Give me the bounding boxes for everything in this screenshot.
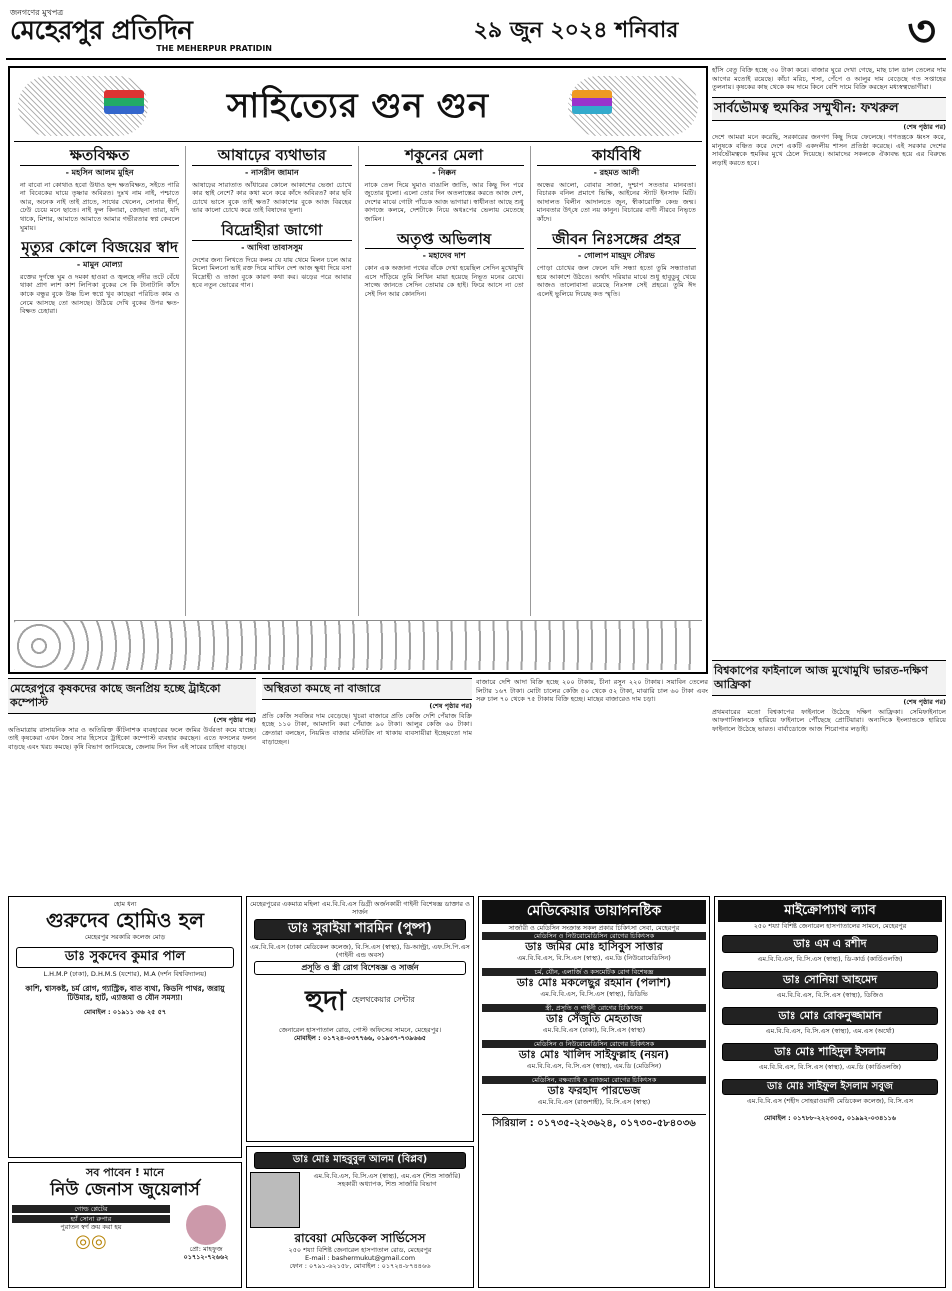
- section-heading: মেডিসিন ও নিউরোমেডিসিন রোগের চিকিৎসক: [482, 1040, 706, 1048]
- doctor-section: [482, 1040, 706, 1070]
- ad-homeo-hall: [8, 896, 242, 1158]
- ad-doctor-degree: এম.বি.বি.এস, বি.সি.এস (স্বাস্থ্য), এম.ডি (কার্ডিওলজি): [758, 1062, 902, 1071]
- ad-tag: হোম ধন্য: [113, 900, 137, 908]
- ad-medicare-diagnostic: [478, 896, 710, 1288]
- poem-body: নাকে তেল দিয়ে ঘুমাও বাঙালি জাতি, আর কিছু দিন পরে জুতোর ধুলো। এলো তোর দিন অতলাস্তের করতে আজ দেশ, দেশের মাঝে গোটা পাঁচেক আজ ভাগারা। স্বাধীনতা আছে শুধু কাগজে কলমে, দেশটাকে নিয়ে অধঃপের ভেলায় মেতেছে জামিন।: [364, 180, 524, 223]
- doctor-section: [482, 968, 706, 998]
- ad-specialty: প্রসূতি ও স্ত্রী রোগ বিশেষজ্ঞ ও সার্জন: [254, 961, 466, 975]
- poem-body: পোড়া চোখের জল ফেলে যদি সন্ধ্যা হতো তুমি সন্ধ্যাতারা হয়ে আকাশে উঠতে। অর্থাৎ দরিয়ার মাঝে শুধু হাবুডুবু খেয়ে আজও তালোবাসা রয়েছে নিঃসঙ্গ সেই প্রহরে। তুমি ঈদ এলেই ভুলিয়ে দিয়েছ কত স্মৃতি।: [536, 264, 696, 298]
- poem: [537, 146, 696, 224]
- newspaper-logo: [6, 8, 286, 54]
- floral-ornament: [14, 620, 702, 670]
- poem-author: - গোলাপ মাহমুদ সৌরভ: [577, 251, 655, 261]
- ad-doctor-degree: এম.বি.বি.এস, বি.সি.এস (স্বাস্থ্য), ডিজিও: [776, 991, 884, 999]
- poem-author: - নিক্কন: [432, 167, 457, 177]
- doctor-section: [482, 1004, 706, 1034]
- ad-address: জেনারেল হাসপাতাল রোড, পোস্ট অফিসের সামনে, মেহেরপুর।: [278, 1025, 442, 1034]
- ad-doctor-degree: এম.বি.বি.এস, বি.সি.এস (স্বাস্থ্য), এম.এস (অর্থো): [765, 1026, 895, 1035]
- poem-body: আষাঢ়ের সারাতাত আঁধারের কোলে আকাশের ভেজা চোখে কার স্থাই নেশে? কার কথা মনে করে কাঁদে অবিরত? কার ছবি চোখে ভাসে বুকে তাই ক্ষত? আকাশের বুকে আজ বিরহের ভার কালো চোখে করে তাই বিষাদের ভূলা।: [192, 180, 352, 215]
- ad-phone: মোবাইল : ০১৭২৪-০৩৭৭৬৬, ০১৯৩৭-৭৩৯৬৬৫: [293, 1033, 427, 1042]
- doctor-section: [482, 932, 706, 962]
- ad-doctor-name: ডাঃ সুকদেব কুমার পাল: [16, 947, 234, 967]
- ad-doctor-degree: এম.বি.বি.এস, বি.সি.এস (স্বাস্থ্য), এম.ডি (মেডিসিন): [526, 1061, 662, 1070]
- poem-body: দেশের জন্য লিখতে দিয়ে কলম যে যায় থেমে মিলন চলে আর মিলো মিলনো ভাই রক্ত দিয়ে মাখিন দেশ আজ ক্ষুধা দিয়ে বসা বিদ্রোহী ও তাজা বুকে কারণ কথা কর। ঝড়ের পরে আবার হবে নতুন ভোরের গান।: [192, 255, 352, 290]
- newspaper-name-en: THE MEHERPUR PRATIDIN: [156, 44, 272, 53]
- ad-phone: ফোন : ০৭৯১-৬২১৫৮, মোবাইল : ০১৭২৪-৮৭৪৪৬৬: [289, 1261, 431, 1270]
- story-body: প্রথমবারের মতো বিশ্বকাপের ফাইনালে উঠেছে দক্ষিণ আফ্রিকা। সেমিফাইনালে আফগানিস্তানকে হারিয়ে ফাইনালে পৌঁছেছে প্রোটিয়ারা। অন্যদিকে ইংল্যান্ডকে হারিয়ে ফাইনালে উঠেছে ভারত। বার্বাডোজে আজ শিরোপার লড়াই।: [712, 707, 946, 733]
- ad-doctor-role: সহকারী অধ্যাপক, শিশু সার্জারি বিভাগ: [337, 1179, 437, 1188]
- ad-doctor-name: ডাঃ মোঃ সাইফুল ইসলাম সবুজ: [722, 1079, 938, 1096]
- poem-author: - আদিবা তাবাসসুম: [241, 242, 303, 252]
- ad-doctor-name: ডাঃ ফরহাদ পারভেজ: [547, 1083, 641, 1097]
- news-story: [262, 678, 472, 892]
- ad-doctor-name: ডাঃ মোঃ রোকনুজ্জামান: [722, 1007, 938, 1025]
- poem-title: অতৃপ্ত অভিলাষ: [365, 230, 524, 250]
- ad-doctor-name: ডাঃ মোঃ খালিদ সাইফুল্লাহ (নয়ন): [518, 1047, 670, 1061]
- jewelry-icon: ◎◎: [75, 1231, 107, 1253]
- issue-date: ২৯ জুন ২০২৪ শনিবার: [473, 18, 679, 44]
- poem: [192, 221, 351, 290]
- owner-photo: [186, 1205, 226, 1245]
- news-story: [476, 678, 708, 892]
- poem: [537, 230, 696, 299]
- doctor-section: [482, 1076, 706, 1106]
- ad-doctor-name: ডাঃ মোঃ মাহবুবুল আলম (বিপ্লব): [254, 1152, 466, 1169]
- poem-body: না বাবো না কোথাও হবো উধাও ছন্দ ক্ষতবিক্ষত, সইতে পারি না বিবেকের ঘায়ে তৃষ্ণার অবিরত। দুঃখ নাম নাই, পশ্চাতে আর, অনেক নাই তাই প্রাতে, সাথের খেলেন, সোনার স্বীর্ণ, ঢেউ চেয়ে মনে ছাতে। নাই ফুল কিনারা, জোছনা তারা, যদি থাকে, মিশার, আমাতে আমাতে আমার গভীরতার স্বপ্ন কেবলে ঘুমায়।: [20, 180, 180, 232]
- ad-address: ২৫০ শয্যা বিশিষ্ট জেনারেল হাসপাতাল রোড, মেহেরপুর: [288, 1245, 432, 1254]
- ad-doctor-degree: এম.বি.বি.এস (ঢাকা), বি.সি.এস (স্বাস্থ্য): [542, 1025, 646, 1034]
- ad-doctor-name: ডাঃ জমির মোঃ হাসিবুস সাত্তার: [525, 939, 663, 953]
- ad-phone: ০১৭১২-৭২৬৬২: [183, 1253, 229, 1262]
- poem-author: - রহমত আলী: [593, 167, 640, 177]
- poem-title: কার্যবিধি: [537, 146, 696, 166]
- ad-clinic-name: রাবেয়া মেডিকেল সার্ভিসেস: [294, 1230, 426, 1245]
- ad-doctor-degree: এম.বি.বি.এস (রাজশাহী), বি.সি.এস (স্বাস্থ্য): [537, 1097, 651, 1106]
- newspaper-name: মেহেরপুর প্রতিদিন: [10, 16, 193, 46]
- ad-shop-name: নিউ জেনাস জুয়েলার্স: [50, 1179, 200, 1200]
- story-body: অতিমাত্রায় রাসায়নিক সার ও অতিরিক্ত কীটনাশক ব্যবহারের ফলে জমির উর্বরতা কমে যাচ্ছে। তাই কৃষকেরা এখন জৈব সার হিসেবে ট্রাইকো কম্পোস্ট ব্যবহার করছেন। এতে ফসলের ফলন বাড়ছে এবং খরচ কমছে। কৃষি বিভাগ জানিয়েছে, জেলায় দিন দিন এই সারের চাহিদা বাড়ছে।: [8, 725, 256, 751]
- ad-doctor-degree: এম.বি.বি.এস, বি.সি.এস (স্বাস্থ্য), এম.এস (শিশু সার্জারি): [313, 1171, 461, 1180]
- section-heading: চর্ম, যৌন, এলার্জি ও কসমেটিক রোগ বিশেষজ্ঞ: [482, 968, 706, 976]
- ad-gynae-doctor: [246, 896, 474, 1142]
- poem-author: - মামুন মোল্যা: [76, 259, 123, 269]
- ad-line: গোল্ড প্লেটের: [12, 1205, 170, 1213]
- masthead: [6, 4, 946, 60]
- literature-column: [359, 146, 531, 616]
- ad-doctor-name: ডাঃ সোনিয়া আহমেদ: [722, 971, 938, 989]
- literature-column: [531, 146, 702, 616]
- ad-doctor-degree: এম.বি.বি.এস (শহীদ সোহরাওয়ার্দী মেডিকেল কলেজ), বি.সি.এস: [746, 1097, 914, 1106]
- ad-doctor-degree: এম.বি.বি.এস, বি.সি.এস (স্বাস্থ্য), এম.ডি (নিউরোমেডিসিন): [517, 953, 671, 962]
- ad-doctor-degree: এম.বি.বি.এস (ঢাকা মেডিকেল কলেজ), বি.সি.এস (স্বাস্থ্য), ডি-আল্ট্রা, এফ.সি.পি.এস (গাইনী এন্ড অবস): [250, 942, 470, 959]
- ad-slogan: সব পাবেন ! মানে: [86, 1166, 164, 1179]
- news-story: [8, 678, 256, 892]
- story-body: দেশে আমরা মনে করেছি, সরকারের জনগণ কিছু দিয়ে ফেলেছে। গণতন্ত্রকে ধ্বংস করে, মানুষকে বঞ্চিত করে দেশে একটি একদলীয় শাসন প্রতিষ্ঠা করেছে। এই সরকার দেশের সার্বভৌমত্বকে হুমকির মুখে ঠেলে দিয়েছে। আমাদের সকলকে ঐক্যবদ্ধ হয়ে এর বিরুদ্ধে লড়াই করতে হবে।: [712, 133, 946, 167]
- continued-note: (শেষ পৃষ্ঠার পর): [903, 697, 946, 706]
- story-headline: সার্বভৌমত্ব হুমকির সম্মুখীন: ফখরুল: [712, 97, 946, 121]
- poem-title: শকুনের মেলা: [365, 146, 524, 166]
- ad-shop-name: গুরুদেব হোমিও হল: [45, 908, 205, 933]
- literature-title: সাহিত্যের গুন গুন: [226, 86, 490, 127]
- poem-body: অন্ধের আলো, বোবার সাজা, দুশ্চাপ সততার মানবতা। বিচারক বনিল প্রমাণে ভিক্ষি, আইনের স্ট্যাট ইনসাফ মিটি। আদালত বিলীন আদালতে জুন, স্বীকারোক্তি কেন্দ্র জন্ম। মানবতার উৎ্‌ষে তো নয় কানুন। বিচারের বাণী নীরবে নিভৃতে কাঁদে।: [536, 180, 696, 223]
- ad-jewellers: [8, 1162, 242, 1288]
- ad-phone: সিরিয়াল : ০১৭৩৫-২২৩৬২৪, ০১৭৩০-৫৮৪০৩৬: [482, 1114, 706, 1131]
- ad-clinic-name: হুদা: [305, 983, 346, 1017]
- ad-address: মেহেরপুর সরকারি কলেজ মোড়: [84, 933, 166, 942]
- ad-intro: মেহেরপুরের একমাত্র মহিলা এম.বি.বি.এস ডিগ্রী অর্জনকারী গাইনী বিশেষজ্ঞ ডাক্তার ও সার্জন: [250, 900, 470, 917]
- ad-phone: মোবাইল : ০১৭৮৮-২২২৩০৫, ০১৯৯২-০৩৪১১৬: [763, 1113, 896, 1122]
- continued-note: (শেষ পৃষ্ঠার পর): [903, 122, 946, 131]
- ad-address: সার্জারী ও মেডিসিন সংক্রান্ত সকল প্রকার চিকিৎসা সেবা, মেহেরপুর: [508, 923, 680, 932]
- ad-owner: প্রো: মাহফুজ: [189, 1245, 223, 1253]
- poem: [365, 146, 524, 224]
- ad-phone: মোবাইল : ০১৯১১ ৩৬ ২৫ ৫৭: [83, 1008, 167, 1017]
- books-icon: [572, 90, 612, 114]
- ad-doctor-name: ডাঃ সেঁজুতি মেহতাজ: [546, 1011, 642, 1025]
- section-heading: মেডিসিন ও নিউরোমেডিসিন রোগের চিকিৎসক: [482, 932, 706, 940]
- right-column: [712, 66, 946, 674]
- story-headline: বিশ্বকাপের ফাইনালে আজ মুখোমুখি ভারত-দক্ষিণ আফ্রিকা: [712, 660, 946, 696]
- poem-body: কোন এক অজানা পথের বাঁকে দেখা হয়েছিল সেদিন মুখোমুখি এসে দাঁড়িয়ে তুমি লিখিন মায়া হয়েছে নিভূত মনের রেখে। সাজ্জে জানতে সেদিন তোমার কে হাই। ফিরে আসে না তো সেই দিন আর কোনদিন।: [364, 264, 524, 298]
- ad-child-surgeon: [246, 1146, 474, 1288]
- ad-doctor-name: ডাঃ মোঃ মকলেছুর রহমান (পলাশ): [516, 975, 672, 989]
- poem: [20, 238, 179, 316]
- continued-note: (শেষ পৃষ্ঠার পর): [213, 715, 256, 724]
- ad-doctor-name: ডাঃ এম এ রশীদ: [722, 935, 938, 953]
- ad-doctor-degree: এম.বি.বি.এস, বি.সি.এস (স্বাস্থ্য), ডিডিভি: [540, 989, 648, 998]
- market-price-text: হাঁসি বেতু বিক্রি হচ্ছে ৩০ টাকা করে। বাজার ঘুরে দেখা গেছে, মাছ চাল ডাল তেলের দাম আগের মতোই রয়েছে। কাঁচা মরিচ, শসা, পেঁপে ও আলুর দাম বেড়েছে গত সপ্তাহের তুলনায়। কৃষকের কাছ থেকে কম দামে কিনে বেশি দামে বিক্রি করছেন মধ্যস্বত্বভোগীরা।: [712, 66, 946, 92]
- ad-doctor-degree: এম.বি.বি.এস, বি.সি.এস (স্বাস্থ্য), ডি-কার্ড (কার্ডিওলজি): [757, 955, 903, 964]
- section-heading: মেডিসিন, বক্ষব্যাধি ও এ্যাজমা রোগের চিকিৎসক: [482, 1076, 706, 1084]
- poem-title: বিদ্রোহীরা জাগো: [192, 221, 351, 241]
- ad-line: পুরাতন স্বর্ণ ক্রয় করা হয়: [60, 1223, 122, 1232]
- poem-title: ক্ষতবিক্ষত: [20, 146, 179, 166]
- doctor-photo: [250, 1172, 300, 1228]
- poem-title: মৃত্যুর কোলে বিজয়ের স্বাদ: [21, 238, 178, 257]
- story-headline: অস্থিরতা কমছে না বাজারে: [262, 678, 472, 700]
- ad-services: কাশি, শ্বাসকষ্ট, চর্ম রোগ, গ্যাস্ট্রিক, বাত ব্যথা, কিডনি পাথর, জরায়ু টিউমার, হার্ট, এ্যাজমা ও যৌন সমস্যা।: [25, 983, 225, 1002]
- poem-author: - নাসরীন জামান: [245, 167, 299, 177]
- ad-micropath-lab: [714, 896, 946, 1288]
- news-story: [712, 660, 946, 892]
- tagline: জনগণের মুখপত্র: [10, 8, 64, 17]
- ad-line: হ্যাঁ সোনা রুপার: [12, 1215, 170, 1223]
- poem-body: রক্তের দুর্গন্ধে ঘুম ও দমকা হাওয়া ও জ্বলছে নদীর তটে বেঁধে থাকা প্রাণ লাশ কাশ লিপিকা বুকের সে কি টানাটানি কাঁদে কাকে বন্ধুর বুকে উষ্ণ চিল স্বপ্নে খুব কাছেরা পরিচিত কাম ও নেমে আসছে তো আসছে। উঠিয়ে দেখি বুকের উপর ক্ষত-বিক্ষত চেহারা।: [20, 272, 180, 316]
- books-icon: [104, 90, 144, 114]
- poem: [192, 146, 351, 215]
- ad-clinic-sub: হেলথকেয়ার সেন্টার: [351, 995, 415, 1005]
- poem-author: - মহাদেব দাশ: [422, 251, 466, 261]
- ad-doctor-degree: L.H.M.P (ঢাকা), D.H.M.S (যশোর), M.A (দর্শন বিশ্ববিদ্যালয়): [43, 969, 207, 978]
- ad-clinic-name: মেডিকেয়ার ডায়াগনষ্টিক: [482, 900, 706, 924]
- story-body: বাজারে দেশি আদা বিক্রি হচ্ছে ২০০ টাকায়, চীনা রসুন ২২০ টাকায়। সয়াবিন তেলের লিটার ১৬৭ টাকা। মোটা চালের কেজি ৫০ থেকে ৫২ টাকা, মাঝারি চাল ৬০ টাকা এবং সরু চাল ৭০ থেকে ৭৫ টাকায় বিক্রি হচ্ছে। মাছের বাজারেও দাম চড়া।: [476, 678, 708, 704]
- poem-author: - মহসিন আলম মুহিন: [65, 167, 134, 177]
- ad-doctor-name: ডাঃ মোঃ শাহিদুল ইসলাম: [722, 1043, 938, 1061]
- ad-address: ২৫০ শয্যা বিশিষ্ট জেনারেল হাসপাতালের সামনে, মেহেরপুর: [753, 922, 907, 931]
- page-number: ৩: [907, 5, 936, 57]
- poem-title: জীবন নিঃসঙ্গের প্রহর: [537, 230, 696, 250]
- ad-doctor-name: ডাঃ সুরাইয়া শারমিন (পুষ্প): [254, 919, 466, 939]
- story-headline: মেহেরপুরে কৃষকদের কাছে জনপ্রিয় হচ্ছে ট্রাইকো কম্পোস্ট: [8, 678, 256, 714]
- literature-column: [14, 146, 186, 616]
- literature-header: [14, 72, 702, 142]
- poem: [365, 230, 524, 299]
- poem: [20, 146, 179, 232]
- ad-clinic-name: মাইক্রোপ্যাথ ল্যাব: [718, 900, 942, 922]
- ad-email: E-mail : bashermukut@gmail.com: [304, 1253, 416, 1262]
- section-heading: স্ত্রী, প্রসূতি ও গাইনী রোগের চিকিৎসক: [482, 1004, 706, 1012]
- literature-section: [8, 66, 708, 674]
- poem-title: আষাঢ়ের ব্যথাভার: [192, 146, 351, 166]
- story-body: প্রতি কেজি সবজির দাম বেড়েছে। খুচরা বাজারে প্রতি কেজি দেশি পেঁয়াজ বিক্রি হচ্ছে ১১০ টাকা, আমদানি করা পেঁয়াজ ৯০ টাকা। আলুর কেজি ৬০ টাকা। ক্রেতারা বলছেন, নিয়মিত বাজার মনিটরিং না থাকায় ব্যবসায়ীরা ইচ্ছেমতো দাম বাড়াচ্ছেন।: [262, 711, 472, 746]
- continued-note: (শেষ পৃষ্ঠার পর): [429, 701, 472, 710]
- literature-column: [186, 146, 358, 616]
